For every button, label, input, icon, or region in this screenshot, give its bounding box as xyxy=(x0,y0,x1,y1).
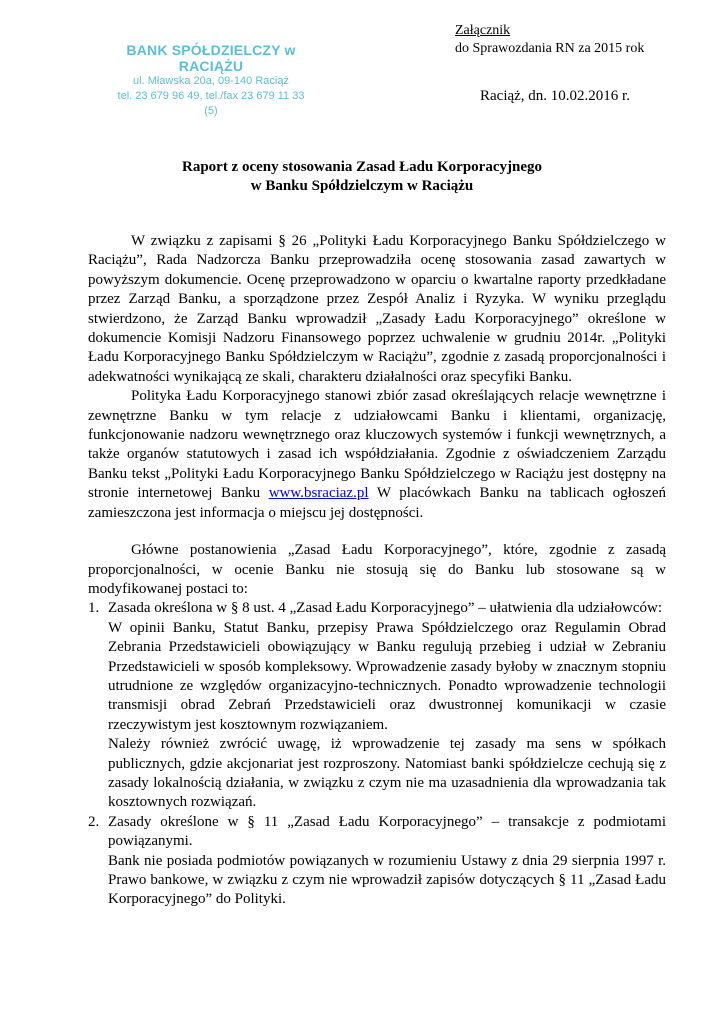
annex-subtitle: do Sprawozdania RN za 2015 rok xyxy=(455,41,645,56)
bank-website-link[interactable]: www.bsraciaz.pl xyxy=(268,485,369,502)
exceptions-list xyxy=(88,599,666,910)
list-item xyxy=(88,599,666,812)
stamp-address: ul. Mławska 20a, 09-140 Raciąż xyxy=(133,75,289,87)
document-body xyxy=(88,232,666,910)
paragraph-2-text: Polityka Ładu Korporacyjnego stanowi zbiór zasad określających relacje wewnętrzne i zewnętrzne Banku w tym relacje z udziałowcami Banku i klientami, organizację, funkcjonowanie nadzoru wewnętrznego oraz kluczowych systemów i funkcji wewnętrznych, a także organów statutowych i zasad ich współdziałania. Zgodnie z oświadczeniem Zarządu Banku tekst „Polityki Ładu Korporacyjnego Banku Spółdzielczego w Raciążu jest dostępny na stronie internetowej Banku xyxy=(88,388,666,502)
paragraph-2-tail: W placówkach Banku na tablicach ogłoszeń zamieszczona jest informacja o miejscu jej dostępności. xyxy=(88,485,666,521)
list-item-number: 1. xyxy=(88,600,100,617)
bank-stamp xyxy=(96,42,326,119)
list-item-text: W opinii Banku, Statut Banku, przepisy Prawa Spółdzielczego oraz Regulamin Obrad Zebrania Przedstawicieli obowiązujący w Banku regulują przebieg i udział w Zebraniu Przedstawicieli w sposób kompleksowy. Wprowadzenie zasady byłoby w znacznym stopniu utrudnione ze względów organizacyjno-technicznych. Ponadto wprowadzenie technologii transmisji obrad Zebrań Przedstawicieli oraz dwustronnej komunikacji w czasie rzeczywistym jest kosztownym rozwiązaniem. xyxy=(108,619,666,733)
paragraph-3: Główne postanowienia „Zasad Ładu Korporacyjnego”, które, zgodnie z zasadą proporcjonalności, w ocenie Banku nie stosują się do Banku lub stosowane są w modyfikowanej postaci to: xyxy=(88,542,666,597)
document-title xyxy=(0,158,724,196)
paragraph-2 xyxy=(88,387,666,523)
list-item-heading: Zasada określona w § 8 ust. 4 „Zasad Ładu Korporacyjnego” – ułatwienia dla udziałowców: xyxy=(108,600,662,617)
annex-note xyxy=(455,22,644,58)
stamp-phones: tel. 23 679 96 49, tel./fax 23 679 11 33 xyxy=(117,90,305,102)
stamp-code: (5) xyxy=(204,105,218,117)
list-item-heading: Zasady określone w § 11 „Zasad Ładu Korporacyjnego” – transakcje z podmiotami powiązanymi. xyxy=(108,813,666,850)
list-item xyxy=(88,813,666,910)
date-line: Raciąż, dn. 10.02.2016 r. xyxy=(480,88,630,104)
annex-label: Załącznik xyxy=(455,23,511,38)
list-item-number: 2. xyxy=(88,813,100,830)
list-item-text: Należy również zwrócić uwagę, iż wprowadzenie tej zasady ma sens w spółkach publicznych, gdzie akcjonariat jest rozproszony. Natomiast banki spółdzielcze cechują się z zasady lokalnością działania, w związku z czym nie ma uzasadnienia dla wprowadzania tak kosztownych rozwiązań. xyxy=(108,736,666,811)
title-line-1: Raport z oceny stosowania Zasad Ładu Korporacyjnego xyxy=(181,159,542,175)
stamp-bank-name: BANK SPÓŁDZIELCZY w RACIĄŻU xyxy=(126,42,296,74)
paragraph-1: W związku z zapisami § 26 „Polityki Ładu Korporacyjnego Banku Spółdzielczego w Raciążu”, Rada Nadzorcza Banku przeprowadziła ocenę stosowania zasad zawartych w powyższym dokumencie. Ocenę przeprowadzono w oparciu o kwartalne raporty przedkładane przez Zarząd Banku, a sporządzone przez Zespół Analiz i Ryzyka. W wyniku przeglądu stwierdzono, że Zarząd Banku wprowadził „Zasady Ładu Korporacyjnego” określone w dokumencie Komisji Nadzoru Finansowego poprzez uchwalenie w grudniu 2014r. „Polityki Ładu Korporacyjnego Banku Spółdzielczym w Raciążu”, zgodnie z zasadą proporcjonalności i adekwatności wynikającą ze skali, charakteru działalności oraz specyfiki Banku. xyxy=(88,233,666,385)
list-item-text: Bank nie posiada podmiotów powiązanych w rozumieniu Ustawy z dnia 29 sierpnia 1997 r. Prawo bankowe, w związku z czym nie wprowadził zapisów dotyczących § 11 „Zasad Ładu Korporacyjnego” do Polityki. xyxy=(108,852,666,908)
title-line-2: w Banku Spółdzielczym w Raciążu xyxy=(250,178,474,194)
